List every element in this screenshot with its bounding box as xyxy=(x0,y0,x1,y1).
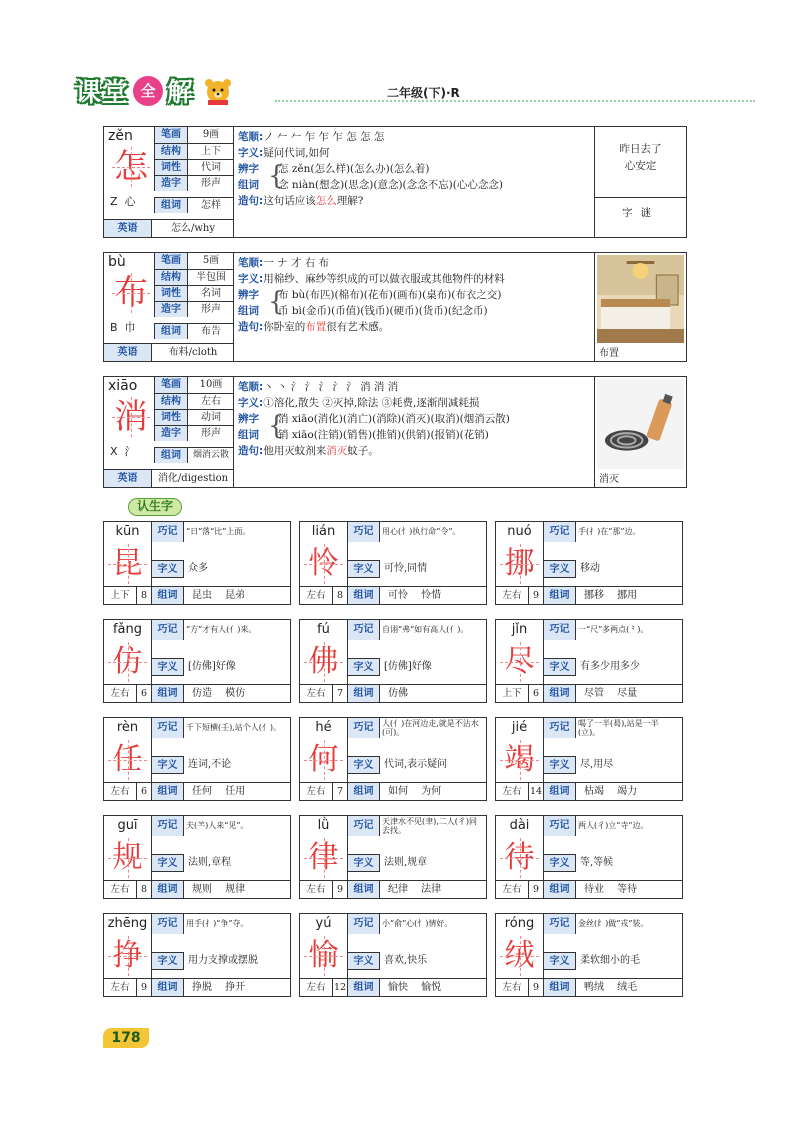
bedroom-photo xyxy=(597,255,684,343)
character: 尽 xyxy=(496,640,544,684)
bianzi-block: 辨字 组词 { 消 xiāo(消化)(消亡)(消除)(消灭)(取消)(烟消云散) 销 xiāo(注销)(销售)(推销)(供销)(报销)(花销) xyxy=(238,411,510,441)
small-char-card xyxy=(495,521,683,605)
qiaoji-label: 巧记 xyxy=(348,816,380,836)
bishun-line: 笔顺:一 ナ 才 右 布 xyxy=(238,257,330,269)
zaoju-line: 造句:你卧室的布置很有艺术感。 xyxy=(238,321,390,333)
zaoju-line: 造句:这句话应该怎么理解? xyxy=(238,195,364,207)
zuci-text: 任何 任用 xyxy=(184,782,290,800)
pinyin: kūn xyxy=(104,522,152,542)
ziyi-text: [仿佛]好像 xyxy=(384,661,432,672)
zuci-label: 组词 xyxy=(152,978,184,996)
pinyin: nuó xyxy=(496,522,544,542)
pinyin: dài xyxy=(496,816,544,836)
jiegou-row: 结构 上下 xyxy=(154,143,234,159)
pinyin: bù xyxy=(108,254,126,270)
brand-text-right: 解 xyxy=(167,78,195,108)
brand-logo xyxy=(75,72,236,109)
pinyin: zhēng xyxy=(104,914,152,934)
zuci-text: 鸭绒 绒毛 xyxy=(576,978,682,996)
qiaoji-label: 巧记 xyxy=(152,620,184,640)
qiaoji-text: 手(扌)在“那”边。 xyxy=(578,527,641,537)
ziyi-line: 字义:疑问代词,如何 xyxy=(238,147,330,159)
ziyi-text: 代词,表示疑问 xyxy=(384,759,448,770)
pinyin: fǎng xyxy=(104,620,152,640)
qiaoji-text: “日”落“比”上面。 xyxy=(186,527,251,537)
zuci-label: 组词 xyxy=(152,880,184,898)
zuci-label: 组词 xyxy=(348,684,380,702)
character: 任 xyxy=(104,738,152,782)
small-char-card xyxy=(103,521,291,605)
ziyi-text: 法则,章程 xyxy=(188,857,232,868)
small-char-card xyxy=(495,913,683,997)
zuci-label: 组词 xyxy=(152,782,184,800)
bianzi-block: 辨字 组词 { 怎 zěn(怎么样)(怎么办)(怎么着) 念 niàn(想念)(思念)(意念)(念念不忘)(心心念念) xyxy=(238,161,503,191)
mosquito-coil-photo xyxy=(597,379,684,469)
character: 何 xyxy=(300,738,348,782)
zuci-text: 仿佛 xyxy=(380,684,486,702)
ziyi-label: 字义 xyxy=(348,756,380,774)
zuci-text: 枯竭 竭力 xyxy=(576,782,682,800)
bishun-line: 笔顺:ノ 𠂉 𠂉 乍 乍 乍 怎 怎 怎 xyxy=(238,131,385,143)
qiaoji-label: 巧记 xyxy=(544,914,576,934)
zaozi-row: 造字 形声 xyxy=(154,175,234,191)
structure-strokes: 上下 6 xyxy=(496,684,544,702)
pinyin: yú xyxy=(300,914,348,934)
pinyin: fú xyxy=(300,620,348,640)
structure-strokes: 左右 14 xyxy=(496,782,544,800)
structure-strokes: 左右 9 xyxy=(496,586,544,604)
ziyi-text: 用力支撑或摆脱 xyxy=(188,955,258,966)
character: 愉 xyxy=(300,934,348,978)
char-info-panel xyxy=(104,253,234,361)
english-row: 英语 布料/cloth xyxy=(104,343,234,361)
character: 仿 xyxy=(104,640,152,684)
small-char-card xyxy=(495,619,683,703)
brand-badge: 全 xyxy=(133,76,163,106)
zaoju-line: 造句:他用灭蚊剂来消灭蚊子。 xyxy=(238,445,379,457)
ziyi-label: 字义 xyxy=(544,854,576,872)
bihua-row: 笔画 5画 xyxy=(154,253,234,269)
char-card-bu xyxy=(103,252,687,362)
zuci-label: 组词 xyxy=(348,586,380,604)
bishun-line: 笔顺:丶 丶 氵 氵 氵 氵 氵 消 消 消 xyxy=(238,381,399,393)
character: 待 xyxy=(496,836,544,880)
qiaoji-text: 金丝(纟)做“戎”装。 xyxy=(578,919,649,929)
ziyi-text: 尽,用尽 xyxy=(580,759,614,770)
zuci-label: 组词 xyxy=(348,978,380,996)
small-char-card xyxy=(299,619,487,703)
char-card-zen xyxy=(103,126,687,238)
qiaoji-label: 巧记 xyxy=(152,718,184,738)
zuci-text: 如何 为何 xyxy=(380,782,486,800)
ziyi-text: 法则,规章 xyxy=(384,857,428,868)
big-character: 布 xyxy=(114,273,148,313)
ziyi-label: 字义 xyxy=(544,658,576,676)
char-info-panel xyxy=(104,127,234,237)
character: 规 xyxy=(104,836,152,880)
riddle-question: 昨日去了 心安定 xyxy=(619,143,662,172)
zuci-text: 仿造 模仿 xyxy=(184,684,290,702)
small-char-card xyxy=(299,913,487,997)
ziyi-label: 字义 xyxy=(348,658,380,676)
pinyin: rèn xyxy=(104,718,152,738)
bear-mascot-icon xyxy=(200,76,236,106)
pinyin: jǐn xyxy=(496,620,544,640)
ziyi-label: 字义 xyxy=(348,560,380,578)
ziyi-label: 字义 xyxy=(152,560,184,578)
zuci-label: 组词 xyxy=(544,586,576,604)
zaozi-row: 造字 形声 xyxy=(154,425,234,441)
structure-strokes: 左右 8 xyxy=(104,880,152,898)
zuci-label: 组词 xyxy=(544,880,576,898)
char-detail-panel xyxy=(234,377,594,487)
zuci-label: 组词 xyxy=(348,782,380,800)
char-card-xiao xyxy=(103,376,687,488)
structure-strokes: 左右 9 xyxy=(496,978,544,996)
big-character: 消 xyxy=(114,397,148,437)
qiaoji-text: 夫(⺷)人来“见”。 xyxy=(186,821,249,831)
small-char-card xyxy=(103,619,291,703)
qiaoji-text: 小“俞”心(忄)情好。 xyxy=(382,919,453,929)
qiaoji-label: 巧记 xyxy=(544,620,576,640)
qiaoji-label: 巧记 xyxy=(152,816,184,836)
cixing-row: 词性 名词 xyxy=(154,285,234,301)
zuci-label: 组词 xyxy=(152,684,184,702)
ziyi-label: 字义 xyxy=(544,756,576,774)
small-char-card xyxy=(103,815,291,899)
brand-text-left: 课堂 xyxy=(75,78,130,108)
jiegou-row: 结构 左右 xyxy=(154,393,234,409)
qiaoji-label: 巧记 xyxy=(348,522,380,542)
character: 竭 xyxy=(496,738,544,782)
zuci-label: 组词 xyxy=(544,782,576,800)
structure-strokes: 左右 9 xyxy=(104,978,152,996)
qiaoji-label: 巧记 xyxy=(152,914,184,934)
pinyin: zěn xyxy=(108,128,133,144)
zuci-label: 组词 xyxy=(544,978,576,996)
ziyi-text: 众多 xyxy=(188,563,208,574)
zuci-text: 规则 规律 xyxy=(184,880,290,898)
ziyi-label: 字义 xyxy=(544,560,576,578)
pinyin: róng xyxy=(496,914,544,934)
zuci-row: 组词 烟消云散 xyxy=(154,447,234,463)
ziyi-label: 字义 xyxy=(152,658,184,676)
ziyi-text: 柔软细小的毛 xyxy=(580,955,640,966)
small-char-card xyxy=(495,717,683,801)
ziyi-text: 可怜,同情 xyxy=(384,563,428,574)
small-char-card xyxy=(299,717,487,801)
cixing-row: 词性 动词 xyxy=(154,409,234,425)
zuci-text: 尽管 尽量 xyxy=(576,684,682,702)
ziyi-line: 字义:①溶化,散失 ②灭掉,除法 ③耗费,逐渐削减耗损 xyxy=(238,397,480,409)
photo-caption: 消灭 xyxy=(599,474,619,485)
character: 佛 xyxy=(300,640,348,684)
small-char-card xyxy=(103,717,291,801)
zuci-label: 组词 xyxy=(152,586,184,604)
pinyin: guī xyxy=(104,816,152,836)
pinyin: lǜ xyxy=(300,816,348,836)
structure-strokes: 左右 12 xyxy=(300,978,348,996)
header-dotted-rule xyxy=(275,100,755,102)
photo-panel xyxy=(594,377,686,487)
structure-strokes: 左右 9 xyxy=(300,880,348,898)
zuci-text: 愉快 愉悦 xyxy=(380,978,486,996)
structure-strokes: 上下 8 xyxy=(104,586,152,604)
small-char-card xyxy=(299,815,487,899)
structure-strokes: 左右 9 xyxy=(496,880,544,898)
character: 挣 xyxy=(104,934,152,978)
qiaoji-text: 两人(彳)立“寺”边。 xyxy=(578,821,649,831)
ziyi-label: 字义 xyxy=(152,854,184,872)
qiaoji-text: 一“尺”多两点(⺀)。 xyxy=(578,625,649,635)
pinyin: jié xyxy=(496,718,544,738)
zuci-text: 昆虫 昆弟 xyxy=(184,586,290,604)
zuci-text: 纪律 法律 xyxy=(380,880,486,898)
zuci-row: 组词 怎样 xyxy=(154,197,234,213)
bihua-row: 笔画 9画 xyxy=(154,127,234,143)
ziyi-line: 字义:用棉纱、麻纱等织成的可以做衣服或其他物件的材料 xyxy=(238,273,505,285)
zuci-row: 组词 布告 xyxy=(154,323,234,339)
char-detail-panel xyxy=(234,127,594,237)
qiaoji-label: 巧记 xyxy=(348,620,380,640)
riddle-label: 字谜 xyxy=(595,197,686,227)
ziyi-text: 连词,不论 xyxy=(188,759,232,770)
qiaoji-text: 用手(扌)“争”夺。 xyxy=(186,919,249,929)
ziyi-label: 字义 xyxy=(152,952,184,970)
small-char-card xyxy=(103,913,291,997)
radical: B 巾 xyxy=(110,321,136,334)
char-info-panel xyxy=(104,377,234,487)
zuci-label: 组词 xyxy=(544,684,576,702)
riddle-panel xyxy=(594,127,686,237)
structure-strokes: 左右 8 xyxy=(300,586,348,604)
qiaoji-label: 巧记 xyxy=(544,522,576,542)
qiaoji-text: 人(亻)在河边走,就是不沾水(可)。 xyxy=(382,718,479,737)
qiaoji-label: 巧记 xyxy=(348,914,380,934)
qiaoji-text: 自诩“弗”如有高人(亻)。 xyxy=(382,625,469,635)
zuci-text: 可怜 怜惜 xyxy=(380,586,486,604)
character: 怜 xyxy=(300,542,348,586)
zuci-text: 待业 等待 xyxy=(576,880,682,898)
big-character: 怎 xyxy=(114,147,148,187)
character: 律 xyxy=(300,836,348,880)
ziyi-text: 等,等候 xyxy=(580,857,614,868)
radical: Z 心 xyxy=(110,195,136,208)
small-char-card xyxy=(495,815,683,899)
qiaoji-text: 天津水不见(聿),二人(彳)同去找。 xyxy=(382,816,478,835)
photo-panel xyxy=(594,253,686,361)
pinyin: lián xyxy=(300,522,348,542)
character: 绒 xyxy=(496,934,544,978)
radical: X 氵 xyxy=(110,445,136,458)
zuci-label: 组词 xyxy=(348,880,380,898)
zuci-text: 挪移 挪用 xyxy=(576,586,682,604)
qiaoji-label: 巧记 xyxy=(152,522,184,542)
structure-strokes: 左右 6 xyxy=(104,782,152,800)
cixing-row: 词性 代词 xyxy=(154,159,234,175)
ziyi-text: 有多少用多少 xyxy=(580,661,640,672)
page-header xyxy=(75,68,755,108)
ziyi-text: 移动 xyxy=(580,563,600,574)
structure-strokes: 左右 7 xyxy=(300,782,348,800)
character: 昆 xyxy=(104,542,152,586)
ziyi-label: 字义 xyxy=(348,854,380,872)
english-row: 英语 消化/digestion xyxy=(104,469,234,487)
qiaoji-label: 巧记 xyxy=(544,718,576,738)
structure-strokes: 左右 7 xyxy=(300,684,348,702)
page-number: 178 xyxy=(103,1028,149,1048)
zuci-text: 挣脱 挣开 xyxy=(184,978,290,996)
ziyi-label: 字义 xyxy=(152,756,184,774)
pinyin: hé xyxy=(300,718,348,738)
small-char-card xyxy=(299,521,487,605)
ziyi-label: 字义 xyxy=(348,952,380,970)
qiaoji-text: 喝了一半(曷),站是一半(立)。 xyxy=(578,718,659,737)
ziyi-text: 喜欢,快乐 xyxy=(384,955,428,966)
jiegou-row: 结构 半包围 xyxy=(154,269,234,285)
ziyi-label: 字义 xyxy=(544,952,576,970)
bianzi-block: 辨字 组词 { 布 bù(布匹)(棉布)(花布)(画布)(桌布)(布衣之交) 币 bì(金币)(币值)(钱币)(硬币)(货币)(纪念币) xyxy=(238,287,502,317)
qiaoji-label: 巧记 xyxy=(544,816,576,836)
ziyi-text: [仿佛]好像 xyxy=(188,661,236,672)
grade-label: 二年级(下)·R xyxy=(387,86,460,100)
character: 挪 xyxy=(496,542,544,586)
pinyin: xiāo xyxy=(108,378,138,394)
structure-strokes: 左右 6 xyxy=(104,684,152,702)
english-row: 英语 怎么/why xyxy=(104,219,234,237)
section-title: 认生字 xyxy=(128,498,182,516)
photo-caption: 布置 xyxy=(599,348,619,359)
qiaoji-text: 千下短横(壬),站个人(亻)。 xyxy=(186,723,282,733)
qiaoji-label: 巧记 xyxy=(348,718,380,738)
char-detail-panel xyxy=(234,253,594,361)
zaozi-row: 造字 形声 xyxy=(154,301,234,317)
qiaoji-text: “方”才有人(亻)来。 xyxy=(186,625,257,635)
bihua-row: 笔画 10画 xyxy=(154,377,234,393)
qiaoji-text: 用心(忄)执行命“令”。 xyxy=(382,527,461,537)
